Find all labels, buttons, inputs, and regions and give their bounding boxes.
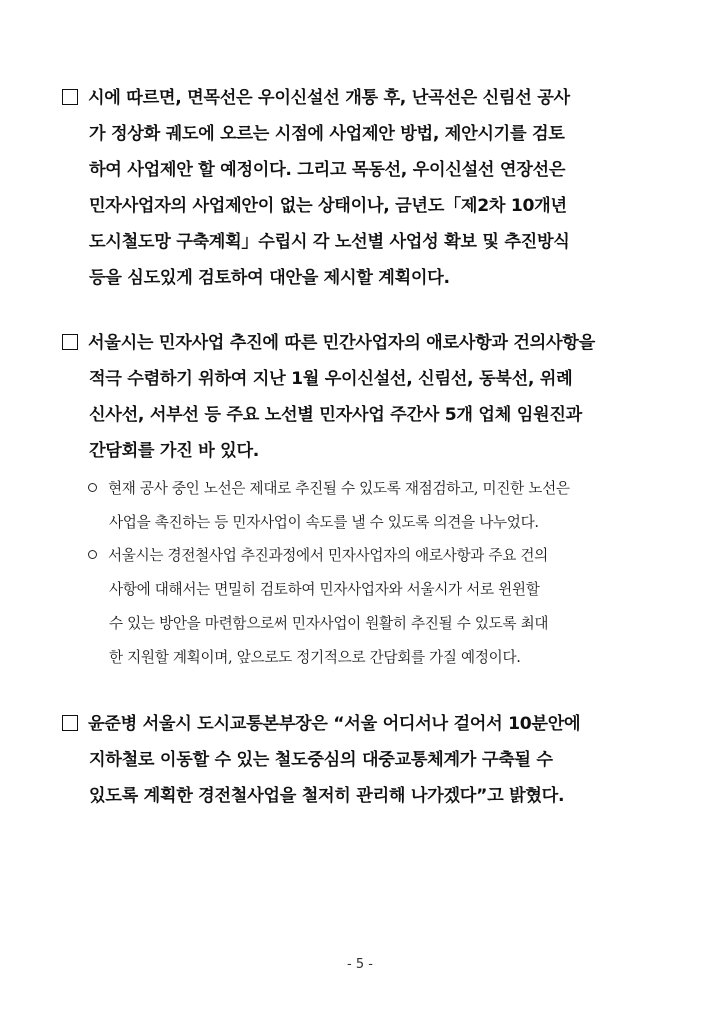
sub-item-line: 사업을 촉진하는 등 민자사업이 속도를 낼 수 있도록 의견을 나누었다. [109, 514, 539, 531]
page-number: - 5 - [347, 957, 373, 972]
sub-item-1 [88, 472, 678, 540]
circle-bullet-icon [88, 483, 97, 492]
sub-item-text: 현재 공사 중인 노선은 제대로 추진될 수 있도록 재점검하고, 미진한 노선은 [108, 480, 570, 497]
paragraph-line: 있도록 계획한 경전철사업을 철저히 관리해 나가겠다”고 밝혔다. [89, 786, 565, 806]
paragraph-line: 간담회를 가진 바 있다. [89, 441, 260, 461]
sub-item-line: 사항에 대해서는 면밀히 검토하여 민자사업자와 서울시가 서로 윈윈할 [109, 581, 540, 598]
square-bullet-icon [62, 89, 78, 105]
paragraph-section-3 [62, 706, 674, 814]
paragraph-line [62, 80, 674, 116]
paragraph-text: 서울시는 민자사업 추진에 따른 민간사업자의 애로사항과 건의사항을 [88, 333, 595, 353]
paragraph-line: 민자사업자의 사업제안이 없는 상태이나, 금년도「제2차 10개년 [89, 196, 567, 216]
paragraph-text: 시에 따르면, 면목선은 우이신설선 개통 후, 난곡선은 신림선 공사 [88, 88, 570, 108]
paragraph-line: 신사선, 서부선 등 주요 노선별 민자사업 주간사 5개 업체 임원진과 [89, 405, 582, 425]
sub-item-line [88, 539, 678, 573]
paragraph-text: 윤준병 서울시 도시교통본부장은 “서울 어디서나 걸어서 10분안에 [88, 714, 581, 734]
paragraph-line [62, 325, 674, 361]
paragraph-line: 도시철도망 구축계획」수립시 각 노선별 사업성 확보 및 추진방식 [89, 232, 570, 252]
paragraph-section-2 [62, 325, 674, 469]
circle-bullet-icon [88, 550, 97, 559]
paragraph-line: 가 정상화 궤도에 오르는 시점에 사업제안 방법, 제안시기를 검토 [89, 124, 565, 144]
paragraph-line: 적극 수렴하기 위하여 지난 1월 우이신설선, 신림선, 동북선, 위례 [89, 369, 573, 389]
paragraph-line: 등을 심도있게 검토하여 대안을 제시할 계획이다. [89, 268, 450, 288]
sub-item-line: 수 있는 방안을 마련함으로써 민자사업이 원활히 추진될 수 있도록 최대 [109, 615, 549, 632]
paragraph-line: 지하철로 이동할 수 있는 철도중심의 대중교통체계가 구축될 수 [89, 750, 553, 770]
sub-item-2 [88, 539, 678, 675]
paragraph-section-1 [62, 80, 674, 296]
paragraph-line: 하여 사업제안 할 예정이다. 그리고 목동선, 우이신설선 연장선은 [89, 160, 566, 180]
square-bullet-icon [62, 334, 78, 350]
sub-item-line [88, 472, 678, 506]
sub-item-line: 한 지원할 계획이며, 앞으로도 정기적으로 간담회를 가질 예정이다. [109, 649, 521, 666]
sub-item-text: 서울시는 경전철사업 추진과정에서 민자사업자의 애로사항과 주요 건의 [108, 547, 548, 564]
paragraph-line [62, 706, 674, 742]
square-bullet-icon [62, 715, 78, 731]
